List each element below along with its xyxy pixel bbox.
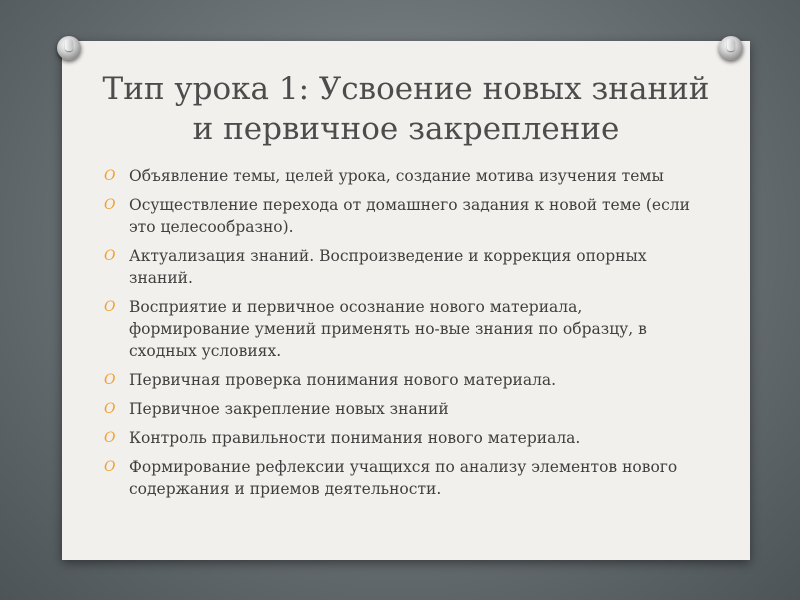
bullet-text: Осуществление перехода от домашнего задания к новой теме (если это целесообразно). [129,196,690,236]
list-item [102,427,702,449]
bullet-icon: O [104,401,116,417]
pushpin-icon [57,36,81,60]
list-item [102,194,702,238]
title-line-1: Тип урока 1: Усвоение новых знаний [102,71,710,107]
bullet-text: Восприятие и первичное осознание нового материала, формирование умений применять но-вые знания по образцу, в сходных условиях. [129,298,647,360]
list-item [102,296,702,362]
bullet-text: Объявление темы, целей урока, создание мотива изучения темы [129,167,664,185]
slide-title [62,69,750,149]
list-item [102,456,702,500]
bullet-text: Контроль правильности понимания нового материала. [129,429,581,447]
bullet-icon: O [104,299,116,315]
title-line-2: и первичное закрепление [192,111,620,147]
bullet-text: Первичное закрепление новых знаний [129,400,449,418]
bullet-text: Формирование рефлексии учащихся по анализу элементов нового содержания и приемов деятельности. [129,458,678,498]
list-item [102,165,702,187]
pushpin-icon [719,36,743,60]
bullet-icon: O [104,168,116,184]
bullet-icon: O [104,197,116,213]
bullet-icon: O [104,248,116,264]
bullet-icon: O [104,459,116,475]
bullet-text: Актуализация знаний. Воспроизведение и коррекция опорных знаний. [129,247,647,287]
bullet-text: Первичная проверка понимания нового материала. [129,371,557,389]
list-item [102,398,702,420]
list-item [102,245,702,289]
bullet-icon: O [104,430,116,446]
bullet-list [102,165,702,507]
slide-paper [62,41,750,560]
list-item [102,369,702,391]
bullet-icon: O [104,372,116,388]
